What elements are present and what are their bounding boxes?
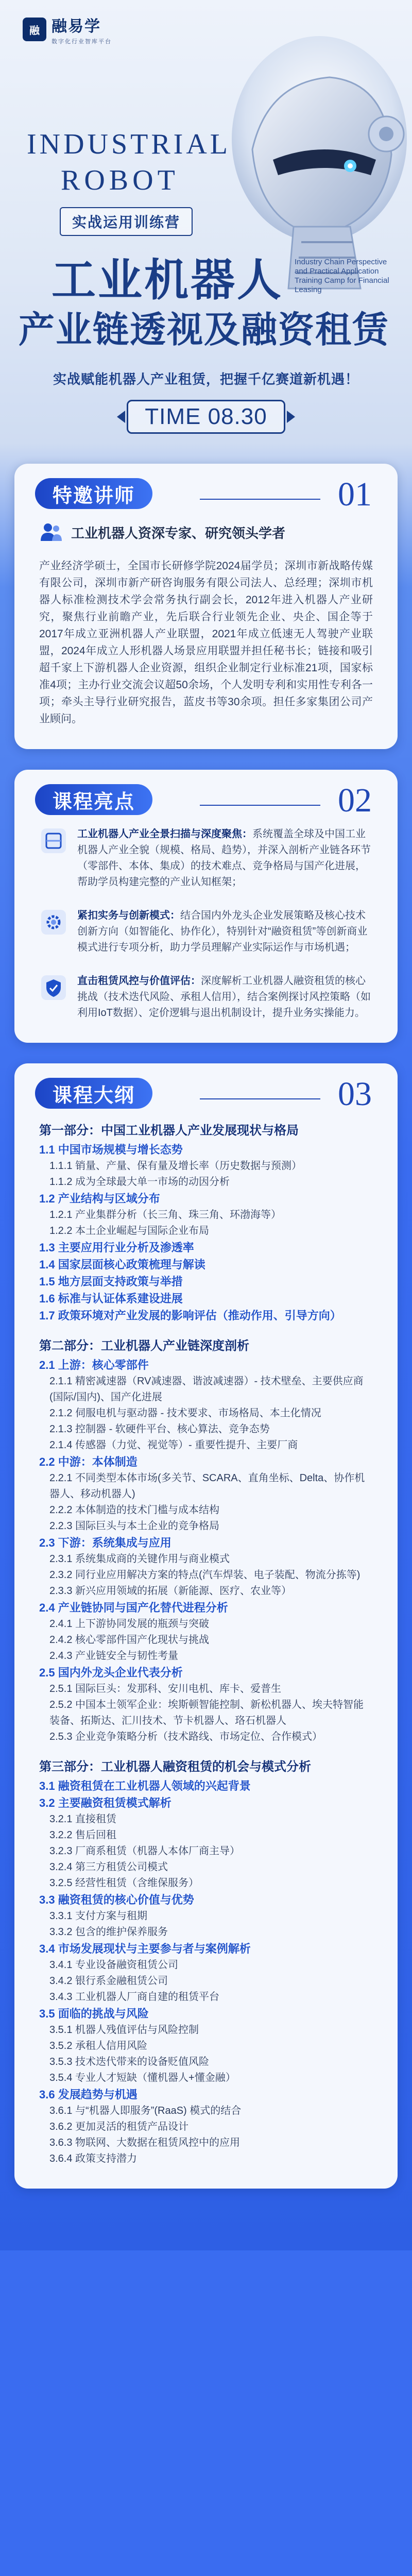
outline-item: 3.5.4 专业人才短缺（懂机器人+懂金融） [49, 2072, 236, 2083]
outline-item: 3.3.1 支付方案与租期 [49, 1910, 148, 1922]
outline-item: 2.1.2 伺服电机与驱动器 - 技术要求、市场格局、本土化情况 [49, 1408, 321, 1419]
highlight-body: 深度解析工业机器人融资租赁的核心挑战（技术迭代风险、承租人信用），结合案例探讨风控策略（如利用IoT数据）、定价逻辑与退出机制设计，提升业务实操能力。 [77, 975, 371, 1019]
logo-mark: 融 [23, 18, 46, 41]
outline-section: 1.2 产业结构与区域分布 [39, 1192, 160, 1205]
outline-item: 3.6.2 更加灵活的租赁产品设计 [49, 2121, 189, 2132]
section-tab-highlights: 课程亮点 [35, 784, 152, 815]
outline-section: 2.2 中游：本体制造 [39, 1455, 138, 1468]
outline-item: 1.1.2 成为全球最大单一市场的动因分析 [49, 1176, 230, 1188]
outline-section: 3.6 发展趋势与机遇 [39, 2088, 138, 2101]
outline-item: 3.2.4 第三方租赁公司模式 [49, 1861, 168, 1873]
header-rule [200, 805, 320, 806]
outline-item: 2.1.4 传感器（力觉、视觉等）- 重要性提升、主要厂商 [49, 1439, 298, 1451]
highlight-item [39, 908, 373, 956]
outline-item: 2.4.2 核心零部件国产化现状与挑战 [49, 1634, 210, 1646]
outline-section: 3.2 主要融资租赁模式解析 [39, 1797, 171, 1809]
brand-name: 融易学 [52, 18, 101, 35]
card-header [14, 770, 398, 819]
outline-item: 2.3.2 同行业应用解决方案的特点(汽车焊装、电子装配、物流分拣等) [49, 1569, 360, 1581]
title-en: Industry Chain Perspective and Practical Application Training Camp for Financial Leasing [295, 258, 389, 294]
outline-item: 3.5.2 承租人信用风险 [49, 2040, 148, 2052]
card-header [14, 464, 398, 513]
highlight-text [77, 826, 373, 890]
outline-section: 3.5 面临的挑战与风险 [39, 2007, 149, 2020]
outline-section: 2.5 国内外龙头企业代表分析 [39, 1666, 183, 1679]
outline-item: 3.2.3 厂商系租赁（机器人本体厂商主导） [49, 1845, 241, 1857]
scan-icon [39, 826, 68, 855]
outline-body [39, 1120, 373, 2167]
user-group-icon [39, 520, 63, 544]
speaker-bio: 产业经济学硕士，全国市长研修学院2024届学员；深圳市新战略传媒有限公司，深圳市新产研咨询服务有限公司法人、总经理；深圳市机器人标准检测技术学会常务执行副会长，2012年进入机器人产业研究，聚焦行业前瞻产业，先后联合行业领先企业、央企、国企等于2017年成立亚洲机器人产业联盟，2021年成立低速无人驾驶产业联盟，2024年成立人形机器人场景应用联盟并担任秘书长；链接和吸引超千家上下游机器人企业资源，组织企业制定行业标准21项，国家标准4项；主办行业交流会议超50余场，个人发明专利和实用性专利各一项；牵头主导行业研究报告，蓝皮书等30余项。担任多家集团公司产业顾问。 [39, 560, 373, 725]
outline-item: 2.4.3 产业链安全与韧性考量 [49, 1650, 179, 1662]
outline-item: 2.3.3 新兴应用领域的拓展（新能源、医疗、农业等） [49, 1585, 292, 1597]
outline-section: 3.3 融资租赁的核心价值与优势 [39, 1893, 194, 1906]
section-tab-speaker: 特邀讲师 [35, 478, 152, 509]
outline-item: 3.6.4 政策支持潜力 [49, 2153, 138, 2164]
shield-icon [39, 973, 68, 1002]
gear-icon [39, 908, 68, 937]
logo-text [52, 13, 112, 45]
outline-section: 1.4 国家层面核心政策梳理与解读 [39, 1258, 205, 1271]
time-text: TIME 08.30 [145, 404, 267, 429]
outline-item: 3.5.1 机器人残值评估与风险控制 [49, 2024, 199, 2036]
outline-item: 1.1.1 销量、产量、保有量及增长率（历史数据与预测） [49, 1160, 302, 1172]
highlight-item [39, 973, 373, 1021]
outline-item: 3.6.3 物联网、大数据在租赁风控中的应用 [49, 2137, 241, 2148]
outline-item: 2.2.2 本体制造的技术门槛与成本结构 [49, 1504, 220, 1516]
outline-section: 2.1 上游：核心零部件 [39, 1359, 149, 1371]
outline-section: 2.4 产业链协同与国产化替代进程分析 [39, 1601, 228, 1614]
triangle-left-icon [117, 411, 125, 423]
outline-section: 1.1 中国市场规模与增长态势 [39, 1143, 183, 1156]
hero-subtitle: 实战赋能机器人产业租赁，把握千亿赛道新机遇！ [53, 371, 359, 387]
outline-item: 2.3.1 系统集成商的关键作用与商业模式 [49, 1553, 230, 1565]
brand-slogan: 数字化行业智库平台 [52, 39, 112, 45]
outline-item: 1.2.1 产业集群分析（长三角、珠三角、环渤海等） [49, 1209, 282, 1221]
time-badge [127, 400, 285, 434]
speaker-title: 工业机器人资深专家、研究领头学者 [71, 525, 286, 541]
outline-item: 2.2.1 不同类型本体市场(多关节、SCARA、直角坐标、Delta、协作机器人、移动机器人) [49, 1472, 365, 1500]
main-title [0, 240, 412, 359]
section-number: 03 [338, 1075, 372, 1113]
title-line1: 工业机器人 [52, 256, 283, 305]
outline-part-title: 第二部分：工业机器人产业链深度剖析 [39, 1340, 249, 1353]
outline-section: 1.7 政策环境对产业发展的影响评估（推动作用、引导方向） [39, 1309, 341, 1322]
content-sections [0, 443, 412, 2250]
outline-section: 1.3 主要应用行业分析及渗透率 [39, 1241, 194, 1254]
outline-part-title: 第三部分：工业机器人融资租赁的机会与模式分析 [39, 1760, 311, 1774]
section-number: 01 [338, 476, 372, 513]
outline-item: 2.4.1 上下游协同发展的瓶颈与突破 [49, 1618, 210, 1630]
outline-item: 2.5.1 国际巨头：发那科、安川电机、库卡、爱普生 [49, 1683, 282, 1694]
outline-item: 3.4.1 专业设备融资租赁公司 [49, 1959, 179, 1971]
outline-item: 3.2.5 经营性租赁（含维保服务） [49, 1877, 199, 1889]
speaker-card [14, 464, 398, 749]
header-rule [200, 1098, 320, 1099]
outline-item: 2.5.2 中国本土领军企业：埃斯顿智能控制、新松机器人、埃夫特智能装备、拓斯达、汇川技术、节卡机器人、珞石机器人 [49, 1699, 364, 1726]
outline-section: 1.6 标准与认证体系建设进展 [39, 1292, 183, 1305]
highlight-text [77, 973, 373, 1021]
outline-item: 3.4.3 工业机器人厂商自建的租赁平台 [49, 1991, 220, 2003]
outline-section: 3.1 融资租赁在工业机器人领域的兴起背景 [39, 1780, 251, 1792]
outline-item: 2.5.3 企业竞争策略分析（技术路线、市场定位、合作模式） [49, 1731, 323, 1742]
highlight-body: 系统覆盖全球及中国工业机器人产业全貌（规模、格局、趋势），并深入剖析产业链各环节（零部件、本体、集成）的技术难点、竞争格局与国产化进展，帮助学员构建完整的产业认知框架； [77, 828, 371, 888]
card-header [14, 1063, 398, 1113]
outline-item: 1.2.2 本土企业崛起与国际企业布局 [49, 1225, 210, 1236]
highlight-text [77, 908, 373, 956]
outline-item: 2.1.3 控制器 - 软硬件平台、核心算法、竞争态势 [49, 1423, 270, 1435]
outline-item: 2.1.1 精密减速器（RV减速器、谐波减速器）- 技术壁垒、主要供应商(国际/国内)、国产化进展 [49, 1376, 364, 1403]
speaker-row [39, 520, 373, 544]
highlight-head: 紧扣实务与创新模式： [77, 910, 180, 921]
outline-item: 3.4.2 银行系金融租赁公司 [49, 1975, 168, 1987]
outline-card [14, 1063, 398, 2189]
outline-item: 3.6.1 与“机器人即服务”(RaaS) 模式的结合 [49, 2105, 242, 2116]
outline-item: 2.2.3 国际巨头与本土企业的竞争格局 [49, 1520, 220, 1532]
outline-item: 3.2.2 售后回租 [49, 1829, 117, 1841]
highlights-card [14, 770, 398, 1043]
title-line2: 产业链透视及融资租赁 [19, 310, 389, 350]
hero-banner [0, 0, 412, 443]
outline-item: 3.2.1 直接租赁 [49, 1814, 117, 1825]
header-rule [200, 499, 320, 500]
section-tab-outline: 课程大纲 [35, 1078, 152, 1109]
outline-section: 2.3 下游：系统集成与应用 [39, 1536, 171, 1549]
outline-section: 3.4 市场发展现状与主要参与者与案例解析 [39, 1942, 251, 1955]
outline-section: 1.5 地方层面支持政策与举措 [39, 1275, 183, 1288]
highlight-head: 工业机器人产业全景扫描与深度聚焦： [77, 828, 252, 840]
triangle-right-icon [287, 411, 295, 423]
highlight-head: 直击租赁风控与价值评估： [77, 975, 201, 987]
outline-item: 3.3.2 包含的维护保养服务 [49, 1926, 168, 1938]
outline-part-title: 第一部分：中国工业机器人产业发展现状与格局 [39, 1124, 299, 1138]
hero-en-line1: INDUSTRIAL [27, 128, 231, 160]
highlight-item [39, 826, 373, 890]
outline-item: 3.5.3 技术迭代带来的设备贬值风险 [49, 2056, 210, 2067]
hero-en-line2: ROBOT [61, 164, 179, 196]
camp-badge: 实战运用训练营 [60, 207, 193, 236]
brand-logo[interactable] [23, 13, 112, 45]
section-number: 02 [338, 782, 372, 819]
highlight-body: 结合国内外龙头企业发展策略及核心技术创新方向（如智能化、协作化），特别针对“融资租赁”等创新商业模式进行专项分析，助力学员理解产业实际运作与市场机遇； [77, 910, 368, 953]
